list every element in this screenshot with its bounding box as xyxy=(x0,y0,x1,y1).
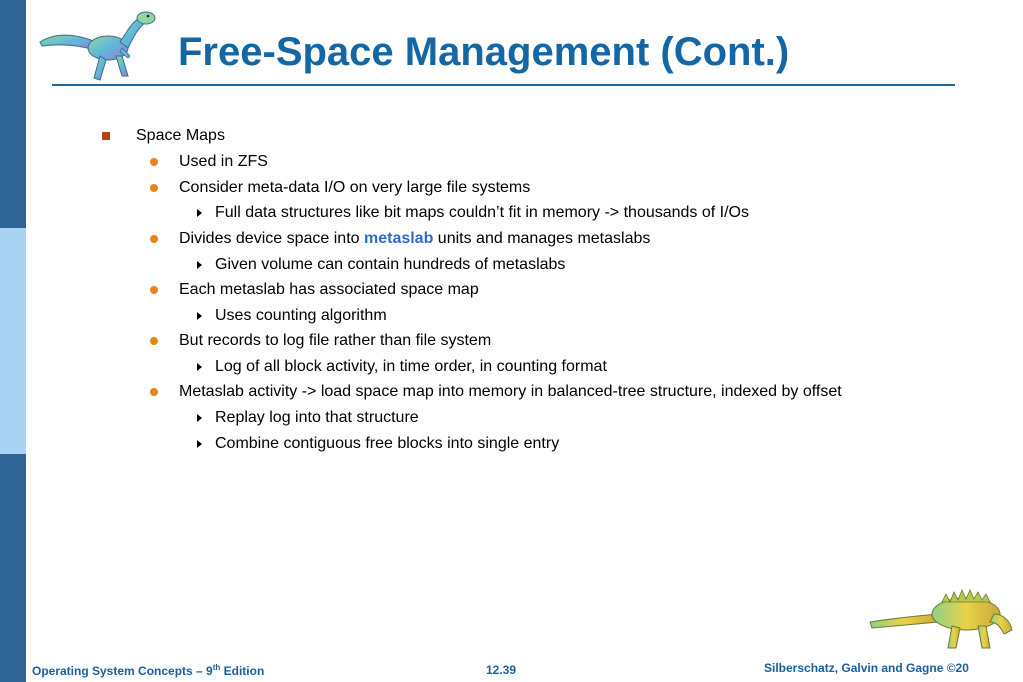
list-item: Used in ZFS xyxy=(179,153,268,170)
triangle-bullet-icon xyxy=(197,312,202,320)
dot-bullet-icon xyxy=(150,337,158,345)
list-item: Replay log into that structure xyxy=(215,409,419,426)
footer-edition-text: Edition xyxy=(220,664,265,678)
dot-bullet-icon xyxy=(150,158,158,166)
list-item: But records to log file rather than file system xyxy=(179,332,492,349)
list-item: Metaslab activity -> load space map into memory in balanced-tree structure, indexed by offset xyxy=(179,383,842,400)
list-item-text: units and manages metaslabs xyxy=(433,230,651,247)
list-item: Each metaslab has associated space map xyxy=(179,281,479,298)
footer-book-title xyxy=(32,663,264,678)
dot-bullet-icon xyxy=(150,235,158,243)
footer-copyright: Silberschatz, Galvin and Gagne ©20 xyxy=(764,661,969,675)
list-item: Log of all block activity, in time order, in counting format xyxy=(215,358,607,375)
highlighted-term: metaslab xyxy=(363,230,434,247)
dot-bullet-icon xyxy=(150,184,158,192)
page-number: 12.39 xyxy=(486,663,517,677)
footer-book-title-text: Operating System Concepts – 9 xyxy=(32,664,213,678)
title-divider xyxy=(52,84,955,86)
square-bullet-icon xyxy=(102,132,110,140)
triangle-bullet-icon xyxy=(197,363,202,371)
list-item-text: Divides device space into xyxy=(179,230,364,247)
list-item: Uses counting algorithm xyxy=(215,307,387,324)
dot-bullet-icon xyxy=(150,286,158,294)
list-item: Given volume can contain hundreds of metaslabs xyxy=(215,256,566,273)
triangle-bullet-icon xyxy=(197,440,202,448)
triangle-bullet-icon xyxy=(197,261,202,269)
sidebar-top-band xyxy=(0,0,26,228)
list-item: Consider meta-data I/O on very large file systems xyxy=(179,179,531,196)
triangle-bullet-icon xyxy=(197,414,202,422)
list-item: Space Maps xyxy=(136,127,225,144)
dinosaur-icon xyxy=(866,584,1016,654)
list-item xyxy=(179,230,650,248)
slide-title: Free-Space Management (Cont.) xyxy=(178,30,790,74)
dot-bullet-icon xyxy=(150,388,158,396)
sidebar-middle-band xyxy=(0,228,26,454)
footer-edition-superscript: th xyxy=(212,663,221,672)
list-item: Full data structures like bit maps couldn’t fit in memory -> thousands of I/Os xyxy=(215,204,749,221)
sidebar-bottom-band xyxy=(0,454,26,682)
dinosaur-icon xyxy=(36,6,160,86)
triangle-bullet-icon xyxy=(197,209,202,217)
list-item: Combine contiguous free blocks into single entry xyxy=(215,435,560,452)
